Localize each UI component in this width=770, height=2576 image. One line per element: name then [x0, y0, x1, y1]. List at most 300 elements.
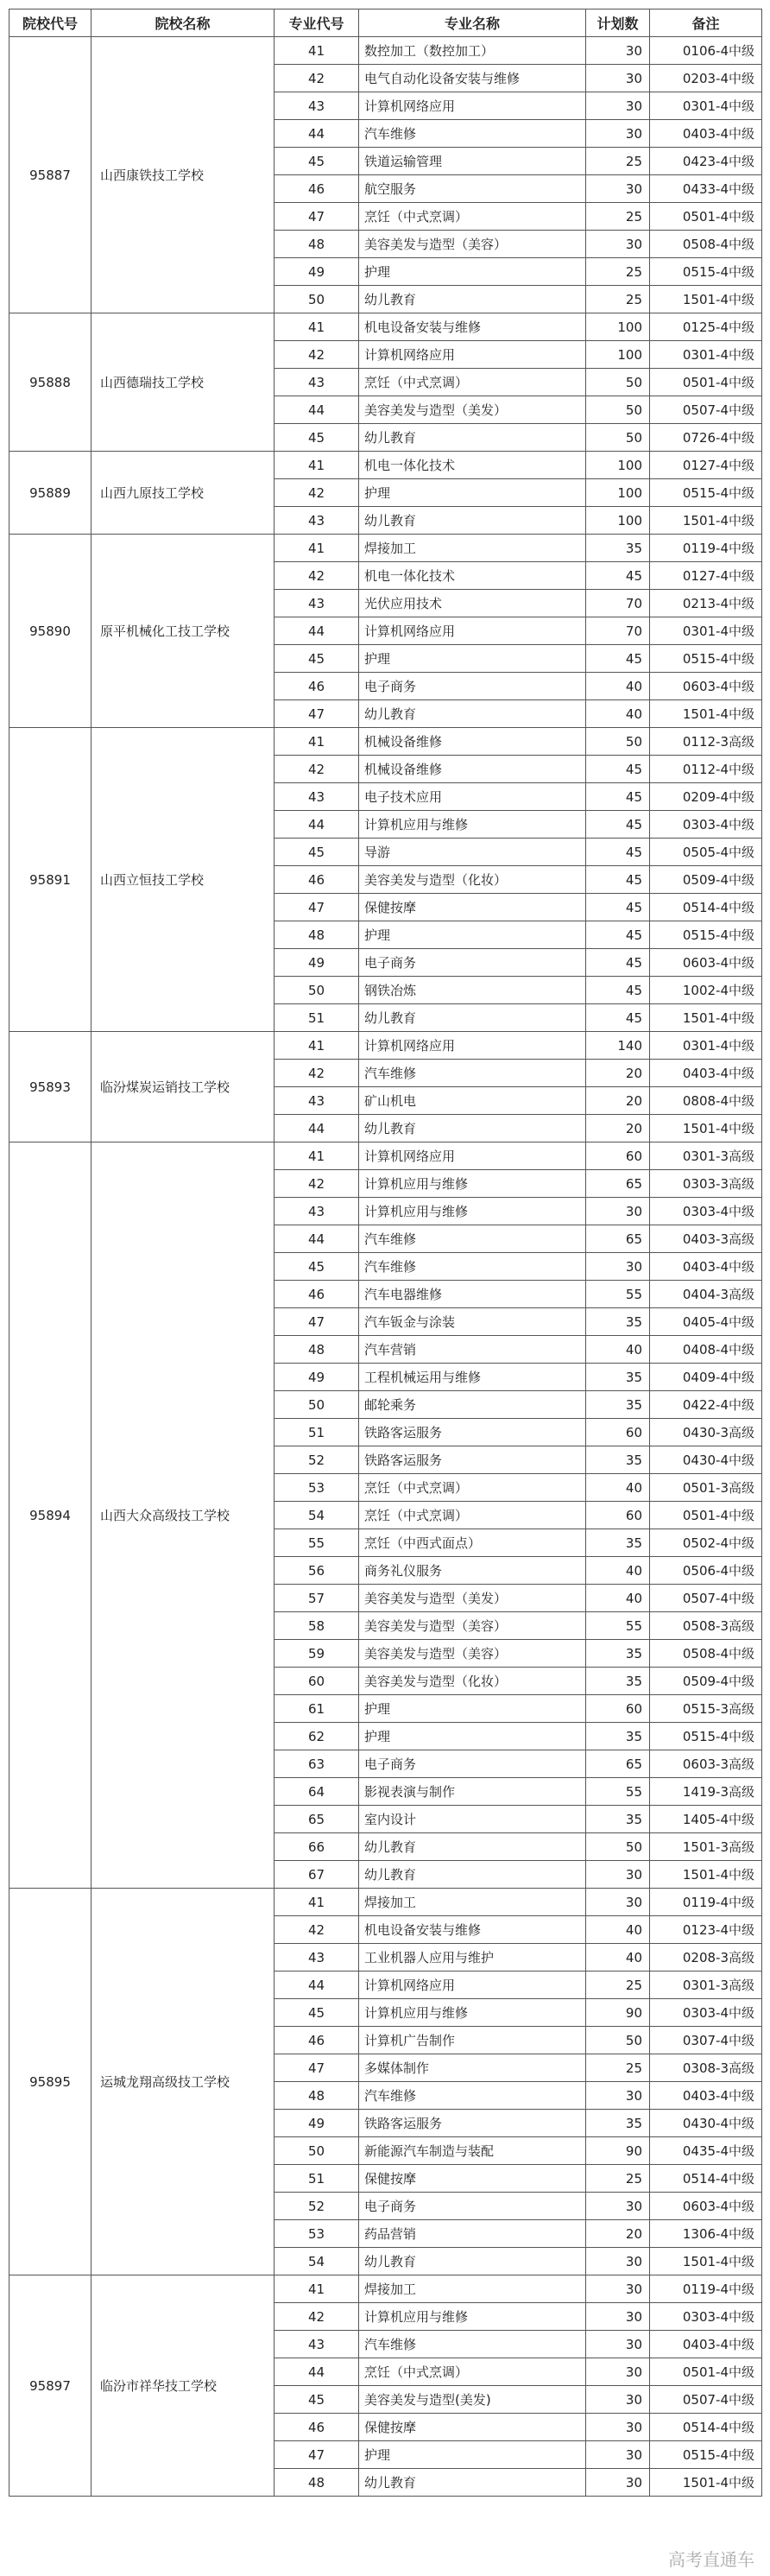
major-code-cell: 45 — [275, 424, 359, 452]
major-code-cell: 54 — [275, 1502, 359, 1529]
major-name-cell: 机电一体化技术 — [359, 452, 586, 479]
plan-count-cell: 100 — [586, 313, 650, 341]
plan-count-cell: 35 — [586, 1391, 650, 1419]
major-name-cell: 汽车电器维修 — [359, 1281, 586, 1308]
note-cell: 1306-4中级 — [650, 2220, 762, 2248]
school-code-cell: 95889 — [9, 452, 92, 535]
note-cell: 1501-4中级 — [650, 2469, 762, 2497]
note-cell: 0409-4中级 — [650, 1364, 762, 1391]
major-name-cell: 电气自动化设备安装与维修 — [359, 65, 586, 92]
note-cell: 0301-3高级 — [650, 1142, 762, 1170]
major-name-cell: 烹饪（中式烹调） — [359, 203, 586, 231]
table-row — [9, 37, 762, 65]
major-code-cell: 46 — [275, 673, 359, 700]
major-name-cell: 美容美发与造型（美容） — [359, 231, 586, 258]
major-code-cell: 43 — [275, 1198, 359, 1225]
plan-count-cell: 100 — [586, 452, 650, 479]
major-name-cell: 电子技术应用 — [359, 783, 586, 811]
table-row — [9, 313, 762, 341]
major-code-cell: 41 — [275, 2275, 359, 2303]
note-cell: 0507-4中级 — [650, 2386, 762, 2414]
major-code-cell: 47 — [275, 2441, 359, 2469]
major-code-cell: 47 — [275, 894, 359, 921]
plan-count-cell: 45 — [586, 811, 650, 839]
major-code-cell: 43 — [275, 2331, 359, 2358]
major-code-cell: 55 — [275, 1529, 359, 1557]
major-code-cell: 43 — [275, 1944, 359, 1972]
major-code-cell: 50 — [275, 977, 359, 1004]
note-cell: 0808-4中级 — [650, 1087, 762, 1115]
note-cell: 0303-4中级 — [650, 1198, 762, 1225]
plan-count-cell: 30 — [586, 2331, 650, 2358]
note-cell: 0403-4中级 — [650, 120, 762, 148]
note-cell: 0307-4中级 — [650, 2027, 762, 2054]
note-cell: 0106-4中级 — [650, 37, 762, 65]
major-code-cell: 50 — [275, 286, 359, 313]
school-name-cell: 临汾煤炭运销技工学校 — [92, 1032, 275, 1142]
major-name-cell: 室内设计 — [359, 1806, 586, 1833]
plan-count-cell: 30 — [586, 2303, 650, 2331]
major-code-cell: 50 — [275, 1391, 359, 1419]
major-name-cell: 美容美发与造型（美发） — [359, 1585, 586, 1612]
major-code-cell: 42 — [275, 479, 359, 507]
note-cell: 0502-4中级 — [650, 1529, 762, 1557]
major-code-cell: 59 — [275, 1640, 359, 1668]
plan-count-cell: 40 — [586, 1944, 650, 1972]
plan-count-cell: 100 — [586, 341, 650, 369]
plan-count-cell: 60 — [586, 1142, 650, 1170]
note-cell: 0501-4中级 — [650, 2358, 762, 2386]
major-name-cell: 护理 — [359, 479, 586, 507]
plan-count-cell: 50 — [586, 1833, 650, 1861]
major-name-cell: 新能源汽车制造与装配 — [359, 2137, 586, 2165]
plan-count-cell: 50 — [586, 396, 650, 424]
major-name-cell: 护理 — [359, 645, 586, 673]
note-cell: 0125-4中级 — [650, 313, 762, 341]
plan-count-cell: 40 — [586, 1474, 650, 1502]
note-cell: 0303-4中级 — [650, 811, 762, 839]
major-code-cell: 43 — [275, 590, 359, 617]
note-cell: 0603-4中级 — [650, 949, 762, 977]
major-code-cell: 51 — [275, 1004, 359, 1032]
note-cell: 0509-4中级 — [650, 866, 762, 894]
table-row — [9, 728, 762, 756]
school-name-cell: 山西大众高级技工学校 — [92, 1142, 275, 1889]
note-cell: 1501-4中级 — [650, 1004, 762, 1032]
major-code-cell: 49 — [275, 1364, 359, 1391]
major-code-cell: 64 — [275, 1778, 359, 1806]
plan-count-cell: 25 — [586, 286, 650, 313]
major-code-cell: 47 — [275, 700, 359, 728]
major-code-cell: 45 — [275, 148, 359, 175]
major-code-cell: 41 — [275, 535, 359, 562]
school-code-cell: 95887 — [9, 37, 92, 313]
table-body — [9, 37, 762, 2497]
major-name-cell: 护理 — [359, 1723, 586, 1750]
school-code-cell: 95894 — [9, 1142, 92, 1889]
school-code-cell: 95897 — [9, 2275, 92, 2497]
header-major-code: 专业代号 — [275, 9, 359, 37]
note-cell: 0422-4中级 — [650, 1391, 762, 1419]
major-code-cell: 41 — [275, 1032, 359, 1060]
header-note: 备注 — [650, 9, 762, 37]
major-code-cell: 46 — [275, 2414, 359, 2441]
note-cell: 0515-4中级 — [650, 479, 762, 507]
plan-count-cell: 50 — [586, 2027, 650, 2054]
major-name-cell: 幼儿教育 — [359, 1004, 586, 1032]
note-cell: 0515-4中级 — [650, 2441, 762, 2469]
note-cell: 0514-4中级 — [650, 2414, 762, 2441]
major-name-cell: 工程机械运用与维修 — [359, 1364, 586, 1391]
plan-count-cell: 55 — [586, 1778, 650, 1806]
major-name-cell: 护理 — [359, 1695, 586, 1723]
major-code-cell: 48 — [275, 921, 359, 949]
major-name-cell: 汽车维修 — [359, 2331, 586, 2358]
school-name-cell: 山西康铁技工学校 — [92, 37, 275, 313]
major-name-cell: 计算机应用与维修 — [359, 1999, 586, 2027]
note-cell: 0127-4中级 — [650, 562, 762, 590]
major-name-cell: 矿山机电 — [359, 1087, 586, 1115]
note-cell: 0430-4中级 — [650, 2110, 762, 2137]
major-code-cell: 51 — [275, 1419, 359, 1446]
major-name-cell: 汽车维修 — [359, 1225, 586, 1253]
note-cell: 1501-4中级 — [650, 700, 762, 728]
watermark-text: 高考直通车 — [668, 2549, 754, 2570]
note-cell: 0208-3高级 — [650, 1944, 762, 1972]
major-code-cell: 49 — [275, 258, 359, 286]
major-code-cell: 48 — [275, 231, 359, 258]
major-name-cell: 邮轮乘务 — [359, 1391, 586, 1419]
note-cell: 0508-4中级 — [650, 231, 762, 258]
major-name-cell: 计算机广告制作 — [359, 2027, 586, 2054]
note-cell: 0603-4中级 — [650, 2193, 762, 2220]
note-cell: 0308-3高级 — [650, 2054, 762, 2082]
major-code-cell: 53 — [275, 1474, 359, 1502]
plan-count-cell: 45 — [586, 949, 650, 977]
plan-count-cell: 30 — [586, 2193, 650, 2220]
header-plan-count: 计划数 — [586, 9, 650, 37]
plan-count-cell: 30 — [586, 92, 650, 120]
major-name-cell: 烹饪（中式烹调） — [359, 369, 586, 396]
major-name-cell: 计算机网络应用 — [359, 1142, 586, 1170]
plan-count-cell: 45 — [586, 866, 650, 894]
note-cell: 0301-4中级 — [650, 1032, 762, 1060]
major-name-cell: 美容美发与造型(美发) — [359, 2386, 586, 2414]
note-cell: 1501-4中级 — [650, 1861, 762, 1889]
school-code-cell: 95891 — [9, 728, 92, 1032]
note-cell: 1501-4中级 — [650, 1115, 762, 1142]
plan-count-cell: 35 — [586, 2110, 650, 2137]
note-cell: 0430-4中级 — [650, 1446, 762, 1474]
major-code-cell: 44 — [275, 1972, 359, 1999]
major-name-cell: 护理 — [359, 258, 586, 286]
school-code-cell: 95888 — [9, 313, 92, 452]
note-cell: 0433-4中级 — [650, 175, 762, 203]
major-code-cell: 46 — [275, 175, 359, 203]
plan-count-cell: 20 — [586, 1087, 650, 1115]
major-name-cell: 钢铁冶炼 — [359, 977, 586, 1004]
plan-count-cell: 100 — [586, 507, 650, 535]
major-name-cell: 烹饪（中西式面点） — [359, 1529, 586, 1557]
major-code-cell: 53 — [275, 2220, 359, 2248]
plan-count-cell: 30 — [586, 65, 650, 92]
note-cell: 0301-4中级 — [650, 92, 762, 120]
note-cell: 0515-3高级 — [650, 1695, 762, 1723]
major-code-cell: 41 — [275, 1889, 359, 1916]
major-name-cell: 保健按摩 — [359, 2414, 586, 2441]
major-code-cell: 43 — [275, 507, 359, 535]
note-cell: 0435-4中级 — [650, 2137, 762, 2165]
plan-count-cell: 30 — [586, 37, 650, 65]
major-name-cell: 机电设备安装与维修 — [359, 313, 586, 341]
plan-count-cell: 65 — [586, 1170, 650, 1198]
note-cell: 0123-4中级 — [650, 1916, 762, 1944]
school-code-cell: 95895 — [9, 1889, 92, 2275]
major-code-cell: 42 — [275, 341, 359, 369]
note-cell: 0501-4中级 — [650, 369, 762, 396]
note-cell: 0112-3高级 — [650, 728, 762, 756]
note-cell: 0404-3高级 — [650, 1281, 762, 1308]
major-name-cell: 美容美发与造型（化妆） — [359, 866, 586, 894]
major-code-cell: 54 — [275, 2248, 359, 2275]
major-name-cell: 汽车维修 — [359, 120, 586, 148]
major-name-cell: 计算机网络应用 — [359, 341, 586, 369]
major-name-cell: 焊接加工 — [359, 1889, 586, 1916]
plan-count-cell: 50 — [586, 369, 650, 396]
major-code-cell: 41 — [275, 728, 359, 756]
major-code-cell: 49 — [275, 949, 359, 977]
plan-count-cell: 60 — [586, 1419, 650, 1446]
major-code-cell: 42 — [275, 65, 359, 92]
plan-count-cell: 30 — [586, 2414, 650, 2441]
plan-count-cell: 40 — [586, 1916, 650, 1944]
major-code-cell: 52 — [275, 1446, 359, 1474]
school-code-cell: 95893 — [9, 1032, 92, 1142]
major-name-cell: 美容美发与造型（美发） — [359, 396, 586, 424]
note-cell: 0303-3高级 — [650, 1170, 762, 1198]
major-name-cell: 美容美发与造型（美容） — [359, 1640, 586, 1668]
plan-count-cell: 60 — [586, 1695, 650, 1723]
header-major-name: 专业名称 — [359, 9, 586, 37]
note-cell: 1419-3高级 — [650, 1778, 762, 1806]
major-name-cell: 汽车维修 — [359, 2082, 586, 2110]
table-row — [9, 1889, 762, 1916]
major-name-cell: 汽车钣金与涂装 — [359, 1308, 586, 1336]
plan-count-cell: 70 — [586, 590, 650, 617]
major-code-cell: 43 — [275, 1087, 359, 1115]
major-code-cell: 48 — [275, 2469, 359, 2497]
plan-count-cell: 60 — [586, 1502, 650, 1529]
major-name-cell: 电子商务 — [359, 673, 586, 700]
note-cell: 0213-4中级 — [650, 590, 762, 617]
major-code-cell: 41 — [275, 1142, 359, 1170]
plan-count-cell: 25 — [586, 1972, 650, 1999]
major-code-cell: 44 — [275, 2358, 359, 2386]
major-code-cell: 42 — [275, 756, 359, 783]
plan-count-cell: 35 — [586, 1308, 650, 1336]
major-code-cell: 42 — [275, 1916, 359, 1944]
plan-count-cell: 30 — [586, 231, 650, 258]
major-code-cell: 44 — [275, 1115, 359, 1142]
note-cell: 0430-3高级 — [650, 1419, 762, 1446]
plan-count-cell: 45 — [586, 977, 650, 1004]
plan-count-cell: 40 — [586, 1557, 650, 1585]
major-name-cell: 铁路客运服务 — [359, 1419, 586, 1446]
note-cell: 0603-4中级 — [650, 673, 762, 700]
plan-count-cell: 30 — [586, 2469, 650, 2497]
plan-count-cell: 45 — [586, 1004, 650, 1032]
major-code-cell: 51 — [275, 2165, 359, 2193]
note-cell: 0515-4中级 — [650, 258, 762, 286]
major-code-cell: 44 — [275, 120, 359, 148]
major-name-cell: 光伏应用技术 — [359, 590, 586, 617]
plan-count-cell: 35 — [586, 1806, 650, 1833]
plan-count-cell: 35 — [586, 1723, 650, 1750]
plan-count-cell: 65 — [586, 1225, 650, 1253]
school-name-cell: 山西德瑞技工学校 — [92, 313, 275, 452]
note-cell: 0303-4中级 — [650, 2303, 762, 2331]
major-code-cell: 41 — [275, 452, 359, 479]
major-name-cell: 护理 — [359, 2441, 586, 2469]
major-name-cell: 铁道运输管理 — [359, 148, 586, 175]
major-code-cell: 61 — [275, 1695, 359, 1723]
note-cell: 0301-4中级 — [650, 617, 762, 645]
note-cell: 0514-4中级 — [650, 2165, 762, 2193]
major-code-cell: 62 — [275, 1723, 359, 1750]
major-code-cell: 46 — [275, 866, 359, 894]
major-code-cell: 44 — [275, 617, 359, 645]
major-code-cell: 43 — [275, 783, 359, 811]
major-code-cell: 41 — [275, 37, 359, 65]
major-name-cell: 计算机网络应用 — [359, 92, 586, 120]
major-code-cell: 42 — [275, 2303, 359, 2331]
plan-count-cell: 25 — [586, 258, 650, 286]
table-row — [9, 2275, 762, 2303]
plan-count-cell: 45 — [586, 756, 650, 783]
major-name-cell: 电子商务 — [359, 2193, 586, 2220]
major-code-cell: 42 — [275, 1170, 359, 1198]
major-code-cell: 45 — [275, 1253, 359, 1281]
plan-count-cell: 30 — [586, 120, 650, 148]
note-cell: 0403-4中级 — [650, 2331, 762, 2358]
header-school-name: 院校名称 — [92, 9, 275, 37]
table-row — [9, 535, 762, 562]
plan-count-cell: 65 — [586, 1750, 650, 1778]
major-code-cell: 47 — [275, 203, 359, 231]
school-name-cell: 山西立恒技工学校 — [92, 728, 275, 1032]
major-name-cell: 美容美发与造型（化妆） — [359, 1668, 586, 1695]
major-name-cell: 保健按摩 — [359, 894, 586, 921]
plan-count-cell: 20 — [586, 2220, 650, 2248]
note-cell: 0119-4中级 — [650, 2275, 762, 2303]
note-cell: 1501-4中级 — [650, 2248, 762, 2275]
note-cell: 0514-4中级 — [650, 894, 762, 921]
note-cell: 1501-4中级 — [650, 507, 762, 535]
plan-count-cell: 45 — [586, 839, 650, 866]
major-code-cell: 45 — [275, 2386, 359, 2414]
note-cell: 0119-4中级 — [650, 535, 762, 562]
major-code-cell: 48 — [275, 1336, 359, 1364]
major-name-cell: 幼儿教育 — [359, 2469, 586, 2497]
plan-count-cell: 30 — [586, 2275, 650, 2303]
plan-count-cell: 25 — [586, 2054, 650, 2082]
note-cell: 1501-4中级 — [650, 286, 762, 313]
plan-count-cell: 30 — [586, 2248, 650, 2275]
note-cell: 1002-4中级 — [650, 977, 762, 1004]
note-cell: 0403-4中级 — [650, 2082, 762, 2110]
major-code-cell: 63 — [275, 1750, 359, 1778]
plan-count-cell: 25 — [586, 203, 650, 231]
school-name-cell: 山西九原技工学校 — [92, 452, 275, 535]
major-name-cell: 烹饪（中式烹调） — [359, 2358, 586, 2386]
plan-count-cell: 30 — [586, 2082, 650, 2110]
plan-count-cell: 30 — [586, 175, 650, 203]
major-code-cell: 44 — [275, 1225, 359, 1253]
note-cell: 0403-3高级 — [650, 1225, 762, 1253]
major-name-cell: 烹饪（中式烹调） — [359, 1502, 586, 1529]
major-name-cell: 铁路客运服务 — [359, 1446, 586, 1474]
plan-count-cell: 40 — [586, 700, 650, 728]
major-name-cell: 幼儿教育 — [359, 700, 586, 728]
major-code-cell: 42 — [275, 1060, 359, 1087]
note-cell: 1501-3高级 — [650, 1833, 762, 1861]
note-cell: 0403-4中级 — [650, 1060, 762, 1087]
note-cell: 0505-4中级 — [650, 839, 762, 866]
major-name-cell: 导游 — [359, 839, 586, 866]
note-cell: 0508-4中级 — [650, 1640, 762, 1668]
school-name-cell: 临汾市祥华技工学校 — [92, 2275, 275, 2497]
plan-count-cell: 45 — [586, 645, 650, 673]
plan-count-cell: 70 — [586, 617, 650, 645]
major-code-cell: 57 — [275, 1585, 359, 1612]
note-cell: 0726-4中级 — [650, 424, 762, 452]
note-cell: 0501-3高级 — [650, 1474, 762, 1502]
major-name-cell: 数控加工（数控加工） — [359, 37, 586, 65]
note-cell: 0112-4中级 — [650, 756, 762, 783]
school-code-cell: 95890 — [9, 535, 92, 728]
major-code-cell: 45 — [275, 645, 359, 673]
major-name-cell: 幼儿教育 — [359, 1861, 586, 1889]
major-code-cell: 66 — [275, 1833, 359, 1861]
major-name-cell: 焊接加工 — [359, 2275, 586, 2303]
major-code-cell: 52 — [275, 2193, 359, 2220]
major-name-cell: 汽车维修 — [359, 1253, 586, 1281]
major-name-cell: 计算机应用与维修 — [359, 1170, 586, 1198]
plan-count-cell: 20 — [586, 1060, 650, 1087]
major-name-cell: 烹饪（中式烹调） — [359, 1474, 586, 1502]
major-name-cell: 护理 — [359, 921, 586, 949]
major-name-cell: 幼儿教育 — [359, 1115, 586, 1142]
plan-count-cell: 55 — [586, 1281, 650, 1308]
major-name-cell: 机电设备安装与维修 — [359, 1916, 586, 1944]
major-code-cell: 42 — [275, 562, 359, 590]
note-cell: 0509-4中级 — [650, 1668, 762, 1695]
major-name-cell: 机械设备维修 — [359, 728, 586, 756]
major-code-cell: 46 — [275, 1281, 359, 1308]
major-code-cell: 46 — [275, 2027, 359, 2054]
plan-count-cell: 25 — [586, 2165, 650, 2193]
major-name-cell: 汽车营销 — [359, 1336, 586, 1364]
major-name-cell: 焊接加工 — [359, 535, 586, 562]
major-code-cell: 49 — [275, 2110, 359, 2137]
enrollment-table — [9, 9, 762, 2497]
note-cell: 0408-4中级 — [650, 1336, 762, 1364]
note-cell: 0508-3高级 — [650, 1612, 762, 1640]
major-name-cell: 航空服务 — [359, 175, 586, 203]
note-cell: 0507-4中级 — [650, 1585, 762, 1612]
major-name-cell: 幼儿教育 — [359, 424, 586, 452]
plan-count-cell: 50 — [586, 424, 650, 452]
